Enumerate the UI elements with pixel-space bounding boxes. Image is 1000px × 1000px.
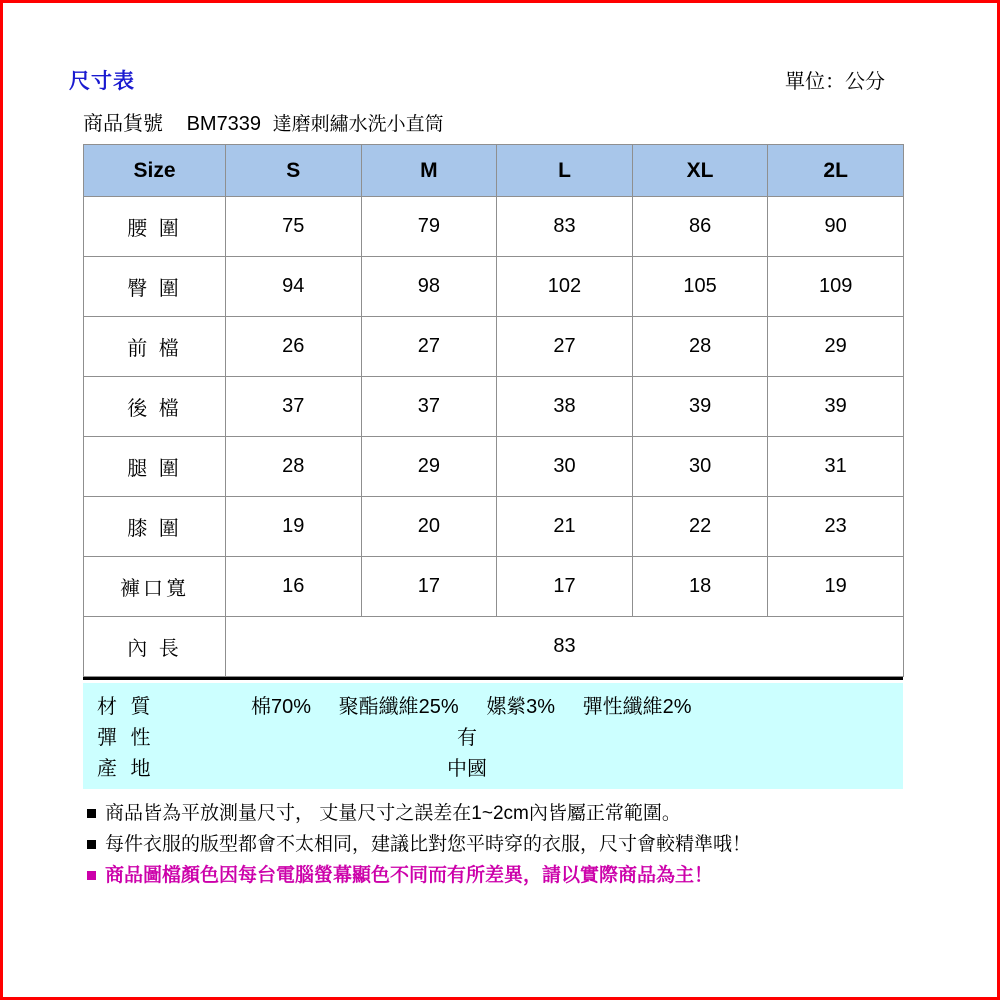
spec-row-elasticity [83, 720, 903, 751]
cell: 94 [226, 257, 362, 317]
row-label: 膝 圍 [84, 497, 226, 557]
note-item [87, 798, 945, 829]
cell: 29 [768, 317, 904, 377]
cell: 16 [226, 557, 362, 617]
table-row [84, 497, 904, 557]
cell: 17 [361, 557, 497, 617]
square-bullet-icon [87, 840, 96, 849]
table-header-row [84, 145, 904, 197]
material-part: 棉70% [251, 696, 312, 718]
spec-value-material [201, 690, 903, 719]
spec-label-material: 材 質 [97, 696, 155, 718]
cell: 27 [361, 317, 497, 377]
column-header-2l: 2L [768, 145, 904, 197]
table-row [84, 197, 904, 257]
cell: 27 [497, 317, 633, 377]
spec-block [83, 683, 903, 789]
note-text: 商品圖檔顏色因每台電腦螢幕顯色不同而有所差異，請以實際商品為主！ [105, 865, 714, 886]
material-part: 彈性纖維2% [582, 696, 692, 718]
product-name: 達磨刺繡水洗小直筒 [272, 114, 444, 135]
row-label: 前 檔 [84, 317, 226, 377]
note-item [87, 829, 945, 860]
notes-list [87, 798, 945, 891]
cell: 90 [768, 197, 904, 257]
square-bullet-icon [87, 809, 96, 818]
cell: 79 [361, 197, 497, 257]
table-row [84, 377, 904, 437]
table-row [84, 257, 904, 317]
cell: 30 [632, 437, 768, 497]
cell: 83 [497, 197, 633, 257]
cell: 20 [361, 497, 497, 557]
product-line [65, 107, 945, 136]
table-row [84, 317, 904, 377]
size-chart-sheet [65, 65, 945, 891]
cell: 19 [768, 557, 904, 617]
material-part: 嫘縈3% [486, 696, 556, 718]
row-label: 腿 圍 [84, 437, 226, 497]
page-title: 尺寸表 [69, 70, 135, 93]
note-text: 每件衣服的版型都會不太相同，建議比對您平時穿的衣服，尺寸會較精準哦！ [105, 834, 752, 855]
cell-inner-length: 83 [226, 617, 904, 677]
product-label: 商品貨號 [83, 113, 163, 135]
cell: 38 [497, 377, 633, 437]
cell: 105 [632, 257, 768, 317]
cell: 31 [768, 437, 904, 497]
table-row [84, 437, 904, 497]
cell: 18 [632, 557, 768, 617]
column-header-l: L [497, 145, 633, 197]
column-header-s: S [226, 145, 362, 197]
cell: 98 [361, 257, 497, 317]
column-header-size: Size [84, 145, 226, 197]
cell: 22 [632, 497, 768, 557]
cell: 75 [226, 197, 362, 257]
row-label: 後 檔 [84, 377, 226, 437]
row-label: 褲口寬 [84, 557, 226, 617]
row-label: 臀 圍 [84, 257, 226, 317]
cell: 17 [497, 557, 633, 617]
table-row [84, 557, 904, 617]
table-row-inner-length [84, 617, 904, 677]
cell: 39 [768, 377, 904, 437]
cell: 28 [226, 437, 362, 497]
cell: 30 [497, 437, 633, 497]
spec-value-elasticity: 有 [457, 727, 477, 749]
square-bullet-icon [87, 871, 96, 880]
column-header-xl: XL [632, 145, 768, 197]
cell: 21 [497, 497, 633, 557]
spec-value-origin: 中國 [447, 758, 487, 780]
product-code: BM7339 [186, 113, 262, 135]
spec-label-origin: 產 地 [97, 758, 155, 780]
row-label: 腰 圍 [84, 197, 226, 257]
material-part: 聚酯纖維25% [338, 696, 459, 718]
unit-note: 單位：公分 [785, 71, 885, 93]
cell: 26 [226, 317, 362, 377]
cell: 109 [768, 257, 904, 317]
chart-header [65, 65, 945, 95]
cell: 28 [632, 317, 768, 377]
cell: 37 [226, 377, 362, 437]
cell: 102 [497, 257, 633, 317]
spec-divider [83, 677, 903, 680]
column-header-m: M [361, 145, 497, 197]
cell: 86 [632, 197, 768, 257]
row-label: 內 長 [84, 617, 226, 677]
note-item-emphasis [87, 860, 945, 891]
cell: 39 [632, 377, 768, 437]
cell: 23 [768, 497, 904, 557]
cell: 29 [361, 437, 497, 497]
cell: 37 [361, 377, 497, 437]
spec-row-material [83, 689, 903, 720]
note-text: 商品皆為平放測量尺寸， 丈量尺寸之誤差在1~2cm內皆屬正常範圍。 [105, 803, 681, 824]
size-table [83, 144, 904, 677]
cell: 19 [226, 497, 362, 557]
spec-label-elasticity: 彈 性 [97, 727, 155, 749]
spec-row-origin [83, 751, 903, 782]
